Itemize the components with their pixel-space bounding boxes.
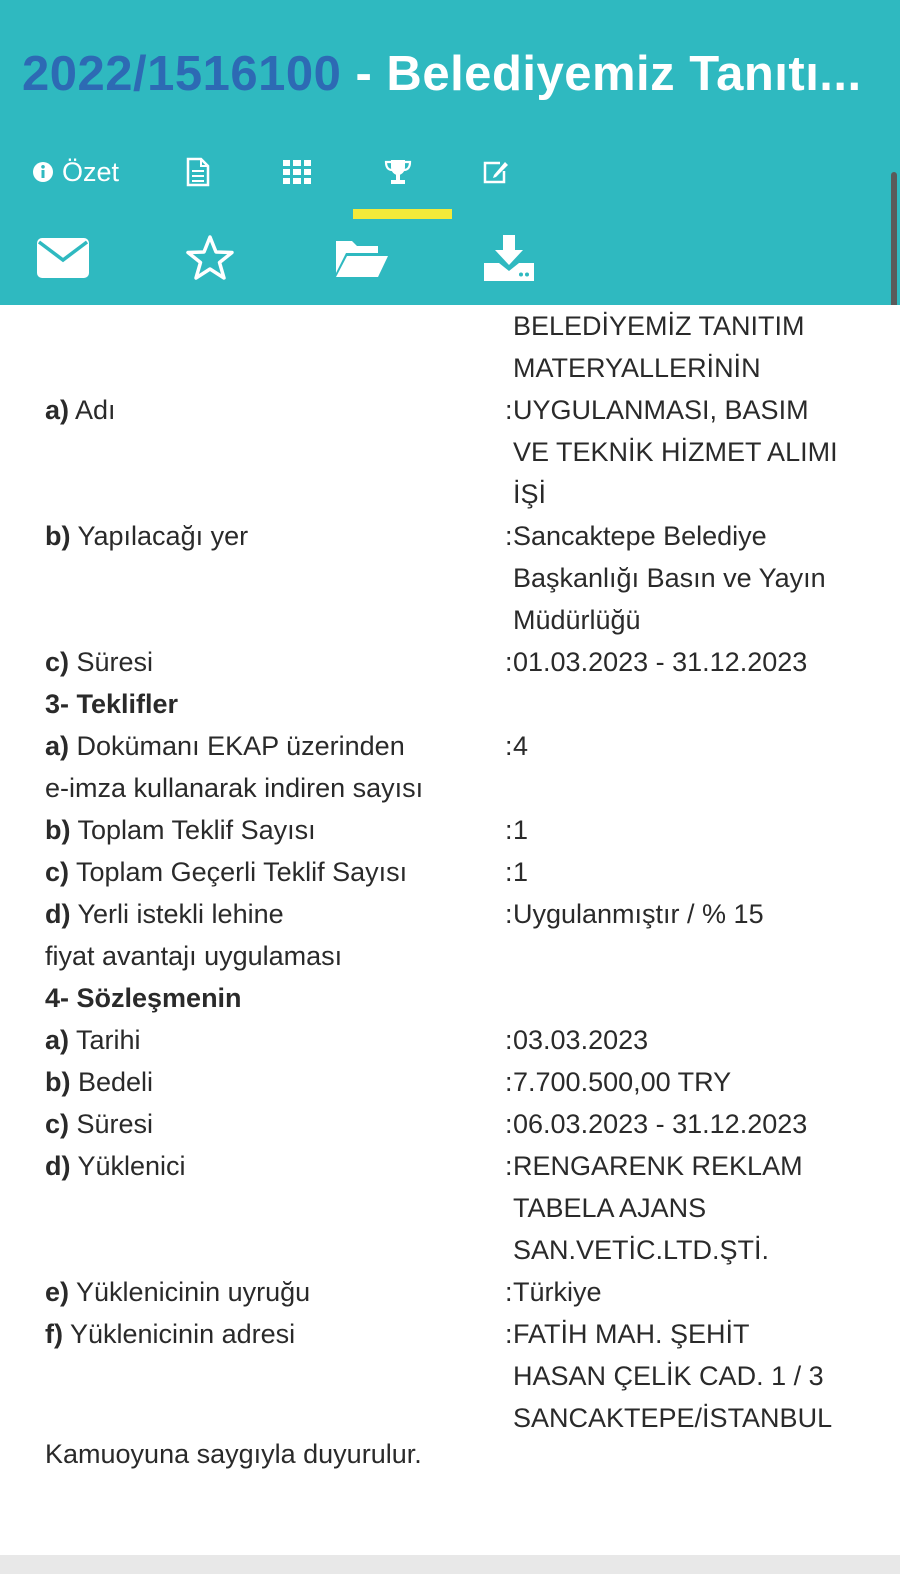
field-prefix: d) <box>45 1151 71 1181</box>
bottom-edge <box>0 1555 900 1574</box>
field-label: Yerli istekli lehine <box>70 899 284 929</box>
field-label: Toplam Geçerli Teklif Sayısı <box>69 857 408 887</box>
field-colon: : <box>505 647 513 677</box>
tab-ozet-label: Özet <box>62 156 120 187</box>
tab-ozet[interactable] <box>32 152 119 192</box>
field-colon: : <box>505 857 513 887</box>
field-value-line: Türkiye <box>513 1277 602 1307</box>
field-value-line: Müdürlüğü <box>513 605 641 635</box>
field-prefix: c) <box>45 857 70 887</box>
field-value-line: RENGARENK REKLAM <box>513 1151 803 1181</box>
tab-document[interactable] <box>186 152 210 192</box>
field-value: 1 <box>513 815 529 845</box>
field-value: 4 <box>513 731 529 761</box>
field-label: Tarihi <box>69 1025 141 1055</box>
field-value-line: 06.03.2023 - 31.12.2023 <box>513 1109 808 1139</box>
field-value-line: BELEDİYEMİZ TANITIM <box>513 311 805 341</box>
field-value-line: Sancaktepe Belediye <box>513 521 767 551</box>
field-label: Toplam Teklif Sayısı <box>70 815 316 845</box>
field-value-line: MATERYALLERİNİN <box>513 353 761 383</box>
field-label: Yüklenicinin uyruğu <box>69 1277 311 1307</box>
folder-open-icon <box>334 237 390 284</box>
section-heading-teklifler: 3- Teklifler <box>45 689 179 719</box>
field-value-line: HASAN ÇELİK CAD. 1 / 3 <box>513 1361 824 1391</box>
field-colon: : <box>505 395 513 425</box>
announcement-content <box>0 305 900 1555</box>
field-value-line: UYGULANMASI, BASIM <box>513 395 809 425</box>
field-value-line: TABELA AJANS <box>513 1193 707 1223</box>
field-prefix: f) <box>45 1319 63 1349</box>
field-colon: : <box>505 1025 513 1055</box>
field-prefix: d) <box>45 899 71 929</box>
field-colon: : <box>505 1067 513 1097</box>
field-value-line: İŞİ <box>513 479 547 509</box>
active-tab-indicator <box>353 209 452 219</box>
field-label: Bedeli <box>70 1067 154 1097</box>
document-icon <box>186 157 210 187</box>
field-value: 1 <box>513 857 529 887</box>
field-label: Dokümanı EKAP üzerinden <box>69 731 405 761</box>
field-colon: : <box>505 731 513 761</box>
field-prefix: a) <box>45 395 70 425</box>
header-bar <box>0 0 900 305</box>
folder-button[interactable] <box>334 234 390 286</box>
favorite-button[interactable] <box>185 234 235 286</box>
field-value: Uygulanmıştır / % 15 <box>513 899 764 929</box>
field-prefix: b) <box>45 521 71 551</box>
grid-icon <box>283 160 311 184</box>
field-label: Yüklenicinin adresi <box>62 1319 296 1349</box>
field-prefix: b) <box>45 1067 71 1097</box>
envelope-icon <box>37 238 89 283</box>
field-colon: : <box>505 1109 513 1139</box>
section-heading-sozlesme: 4- Sözleşmenin <box>45 983 242 1013</box>
field-value-line: FATİH MAH. ŞEHİT <box>513 1319 750 1349</box>
tender-id: 2022/1516100 <box>22 47 342 101</box>
field-value-line: 01.03.2023 - 31.12.2023 <box>513 647 808 677</box>
field-value-line: Başkanlığı Basın ve Yayın <box>513 563 826 593</box>
field-colon: : <box>505 815 513 845</box>
field-value-line: 03.03.2023 <box>513 1025 649 1055</box>
field-colon: : <box>505 521 513 551</box>
info-circle-icon <box>32 161 54 183</box>
email-button[interactable] <box>37 234 89 286</box>
tab-edit[interactable] <box>482 152 510 192</box>
download-icon <box>484 235 534 286</box>
field-prefix: a) <box>45 1025 70 1055</box>
field-value-line: SANCAKTEPE/İSTANBUL <box>513 1403 833 1433</box>
star-icon <box>185 234 235 287</box>
field-prefix: b) <box>45 815 71 845</box>
closing-statement: Kamuoyuna saygıyla duyurulur. <box>45 1439 422 1469</box>
field-label: Yüklenici <box>70 1151 186 1181</box>
field-value-line: 7.700.500,00 TRY <box>513 1067 732 1097</box>
field-colon: : <box>505 899 513 929</box>
page-title <box>22 42 892 106</box>
field-prefix: c) <box>45 647 70 677</box>
trophy-icon <box>384 158 412 186</box>
field-value-line: SAN.VETİC.LTD.ŞTİ. <box>513 1235 770 1265</box>
field-prefix: a) <box>45 731 70 761</box>
field-label: Yapılacağı yer <box>70 521 249 551</box>
download-button[interactable] <box>484 234 534 286</box>
field-label: Süresi <box>69 647 154 677</box>
field-colon: : <box>505 1319 513 1349</box>
tab-trophy[interactable] <box>384 152 412 192</box>
field-label: e-imza kullanarak indiren sayısı <box>45 773 424 803</box>
field-colon: : <box>505 1277 513 1307</box>
field-prefix: c) <box>45 1109 70 1139</box>
field-prefix: e) <box>45 1277 70 1307</box>
field-label: Süresi <box>69 1109 154 1139</box>
field-label: Adı <box>69 395 116 425</box>
edit-icon <box>482 159 510 185</box>
tender-name: - Belediyemiz Tanıtı... <box>341 47 862 101</box>
field-colon: : <box>505 1151 513 1181</box>
field-value-line: VE TEKNİK HİZMET ALIMI <box>513 437 838 467</box>
field-label: fiyat avantajı uygulaması <box>45 941 343 971</box>
tab-grid[interactable] <box>283 152 311 192</box>
